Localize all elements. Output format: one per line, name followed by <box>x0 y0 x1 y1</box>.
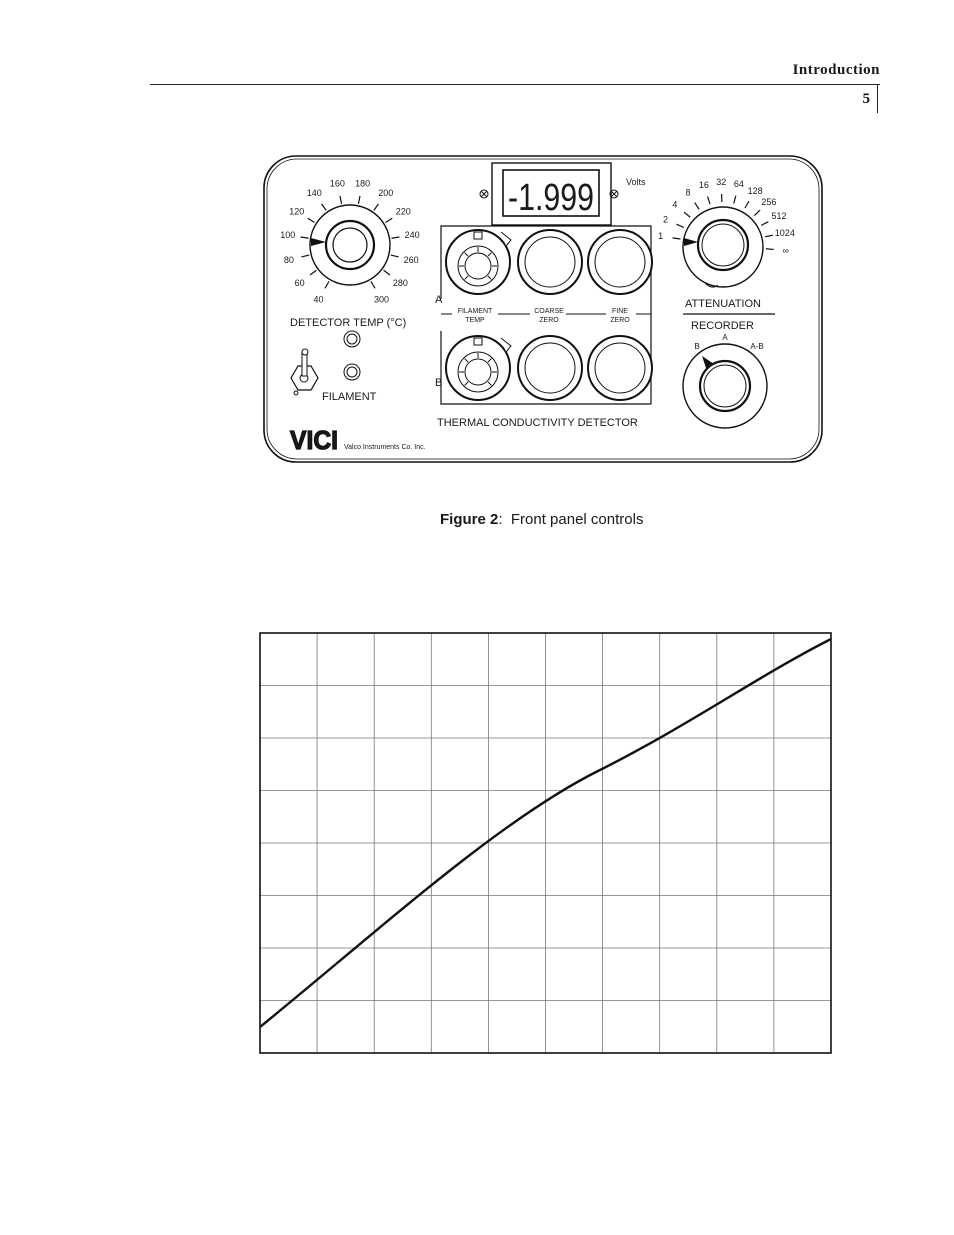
channel-b-label: B <box>435 377 443 389</box>
attenuation-label: ATTENUATION <box>685 298 761 310</box>
atten-scale-label: 256 <box>761 196 777 207</box>
fine-zero-label-1: FINE <box>612 308 628 315</box>
temp-scale-label: 200 <box>378 188 394 199</box>
attenuation-dial <box>683 207 763 287</box>
figure-number: Figure 2 <box>440 511 499 528</box>
filament-temp-b-pot <box>446 336 511 400</box>
vici-logo: VICI <box>290 425 338 455</box>
temp-scale-label: 100 <box>280 229 296 240</box>
filament-label: FILAMENT <box>322 391 377 403</box>
temp-scale-label: 160 <box>329 178 345 189</box>
figure-caption-text: Front panel controls <box>510 511 644 528</box>
filament-temp-a-pot <box>446 230 511 294</box>
temp-scale-label: 80 <box>283 255 294 266</box>
indicator-lamp-2 <box>344 364 360 380</box>
atten-scale-label: 1 <box>658 231 664 242</box>
fine-zero-a-knob <box>588 230 652 294</box>
attenuation-dial-cap <box>702 224 744 266</box>
display-value: -1.999 <box>508 177 594 219</box>
temp-dial-cap <box>333 228 367 262</box>
running-header: Introduction <box>792 62 880 78</box>
atten-scale-label: 2 <box>662 214 668 225</box>
page-number: 5 <box>862 91 870 107</box>
atten-scale-label: 1024 <box>774 227 795 238</box>
coarse-zero-b-knob <box>518 336 582 400</box>
temp-scale-label: 260 <box>403 255 419 266</box>
coarse-zero-label-2: ZERO <box>539 317 559 324</box>
temp-scale-label: 140 <box>306 188 322 199</box>
recorder-position-a: A <box>722 333 728 342</box>
filament-temp-label-1: FILAMENT <box>457 308 493 315</box>
detector-temp-label: DETECTOR TEMP (°C) <box>290 317 407 329</box>
channel-a-label: A <box>435 294 443 306</box>
atten-scale-label: 512 <box>771 211 787 222</box>
temp-scale-label: 120 <box>289 206 305 217</box>
calibration-graph <box>258 631 834 1057</box>
filament-temp-label-2: TEMP <box>465 317 485 324</box>
front-panel-figure <box>0 0 954 480</box>
atten-scale-label: 16 <box>698 179 709 190</box>
atten-scale-label: 8 <box>685 187 691 198</box>
atten-scale-label: 32 <box>716 177 727 188</box>
fine-zero-label-2: ZERO <box>610 317 630 324</box>
coarse-zero-a-knob <box>518 230 582 294</box>
volts-label: Volts <box>626 177 646 187</box>
temp-scale-label: 40 <box>313 294 324 305</box>
atten-scale-label: ∞ <box>782 245 789 256</box>
recorder-dial <box>683 344 767 428</box>
detector-temp-dial <box>310 205 390 285</box>
atten-scale-label: 4 <box>672 199 678 210</box>
temp-scale-label: 280 <box>392 277 408 288</box>
tcd-label: THERMAL CONDUCTIVITY DETECTOR <box>437 417 638 429</box>
figure-caption: Figure 2: Front panel controls <box>440 511 644 528</box>
atten-scale-label: 64 <box>733 179 744 190</box>
atten-scale-tick <box>766 249 774 250</box>
fine-zero-b-knob <box>588 336 652 400</box>
company-name: Valco Instruments Co. Inc. <box>344 444 426 451</box>
temp-scale-label: 300 <box>373 294 390 305</box>
recorder-label: RECORDER <box>691 320 754 332</box>
recorder-position-b: B <box>694 342 700 351</box>
coarse-zero-label-1: COARSE <box>534 308 564 315</box>
atten-scale-label: 128 <box>747 185 763 196</box>
recorder-position-a-b: A-B <box>750 342 764 351</box>
indicator-lamp-1 <box>344 331 360 347</box>
temp-scale-label: 180 <box>355 178 371 189</box>
temp-scale-label: 220 <box>395 206 411 217</box>
temp-scale-label: 60 <box>294 277 305 288</box>
graph-grid <box>260 633 831 1053</box>
temp-scale-label: 240 <box>404 229 420 240</box>
